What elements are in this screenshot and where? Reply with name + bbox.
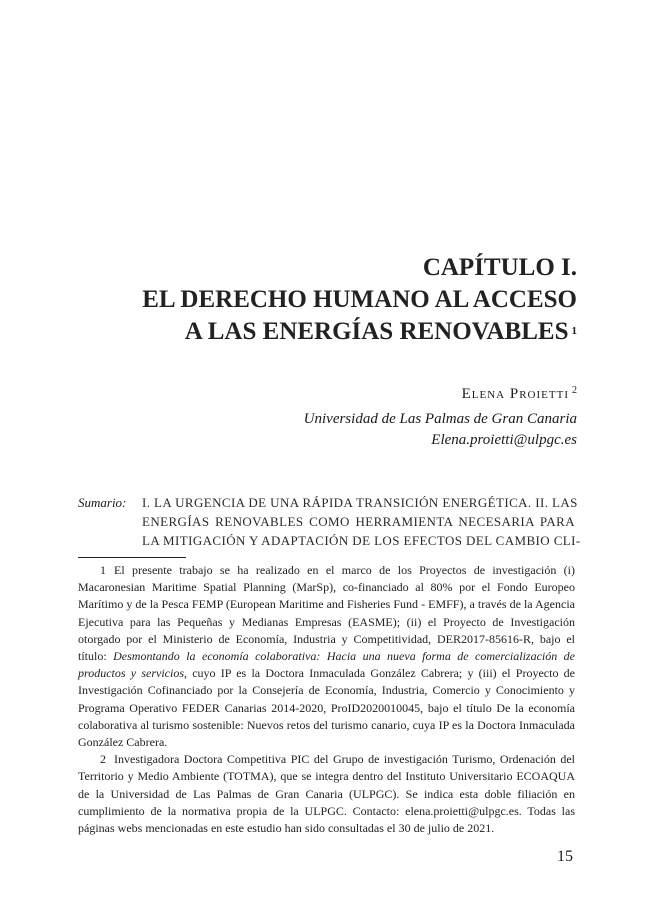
footnote-ref-2[interactable]: 2 [572, 385, 577, 396]
author-name: Elena Proietti [461, 386, 569, 402]
footnote-text: El presente trabajo se ha realizado en el marco de los Proyectos de investigación (i) Macaronesian Maritime Spatial Planning (MarSp), co-financiado al 80% por el Fondo Europeo Marítimo y de la Pesca FEMP (European Maritime and Fisheries Fund - EMFF), a través de la Agencia Ejecutiva para las Pequeñas y Medianas Empresas (EASME); (ii) el Proyecto de Investigación otorgado por el Ministerio de Economía, Industria y Competitividad, DER2017-85616-R, bajo el título: [78, 563, 575, 664]
sumario-line: I. LA URGENCIA DE UNA RÁPIDA TRANSICIÓN ENERGÉTICA. II. LAS [142, 495, 578, 510]
sumario-text [142, 493, 581, 550]
footnote-number: 2 [100, 752, 106, 767]
footnote-ref-1[interactable]: 1 [571, 325, 577, 337]
footnote-text-continued: , cuyo IP es la Doctora Inmaculada González Cabrera; y (iii) el Proyecto de Investigación Cofinanciado por la Consejería de Economía, Industria, Comercio y Conocimiento y Programa Operativo FEDER Canarias 2014-2020, ProID2020010045, bajo el título De la economía colaborativa al turismo sostenible: Nuevos retos del turismo canario, cuya IP es la Doctora Inmaculada González Cabrera. [78, 666, 575, 750]
chapter-title [142, 252, 577, 348]
page-number: 15 [557, 848, 573, 865]
chapter-title-line-2: EL DERECHO HUMANO AL ACCESO [142, 286, 577, 313]
author-email: Elena.proietti@ulpgc.es [431, 432, 577, 448]
footnotes [78, 562, 575, 837]
sumario-label: Sumario: [78, 495, 127, 510]
author-affiliation: Universidad de Las Palmas de Gran Canaria [303, 411, 577, 427]
author-name-line [462, 386, 577, 403]
footnote-italic-title: Desmontando la economía colaborativa: Hacia una nueva forma de comercialización de productos y servicios [78, 649, 575, 681]
footnote-separator [78, 557, 186, 558]
footnote-2 [78, 751, 575, 837]
sumario-line: ENERGÍAS RENOVABLES COMO HERRAMIENTA NECESARIA PARA [142, 514, 575, 529]
footnote-text: Investigadora Doctora Competitiva PIC del Grupo de investigación Turismo, Ordenación del Territorio y Medio Ambiente (TOTMA), que se integra dentro del Instituto Universitario ECOAQUA de la Universidad de Las Palmas de Gran Canaria (ULPGC). Se indica esta doble filiación en cumplimiento de la normativa propia de la ULPGC. Contacto: elena.proietti@ulpgc.es. Todas las páginas webs mencionadas en este estudio han sido consultadas el 30 de julio de 2021. [78, 752, 575, 836]
chapter-title-line-1: CAPÍTULO I. [422, 254, 577, 281]
footnote-1 [78, 562, 575, 751]
author-affiliation-block [304, 409, 577, 451]
sumario-line: LA MITIGACIÓN Y ADAPTACIÓN DE LOS EFECTOS DEL CAMBIO CLI- [142, 533, 581, 548]
chapter-title-line-3 [142, 316, 577, 348]
chapter-title-line-3-text: A LAS ENERGÍAS RENOVABLES [184, 318, 569, 345]
footnote-number: 1 [100, 563, 106, 577]
